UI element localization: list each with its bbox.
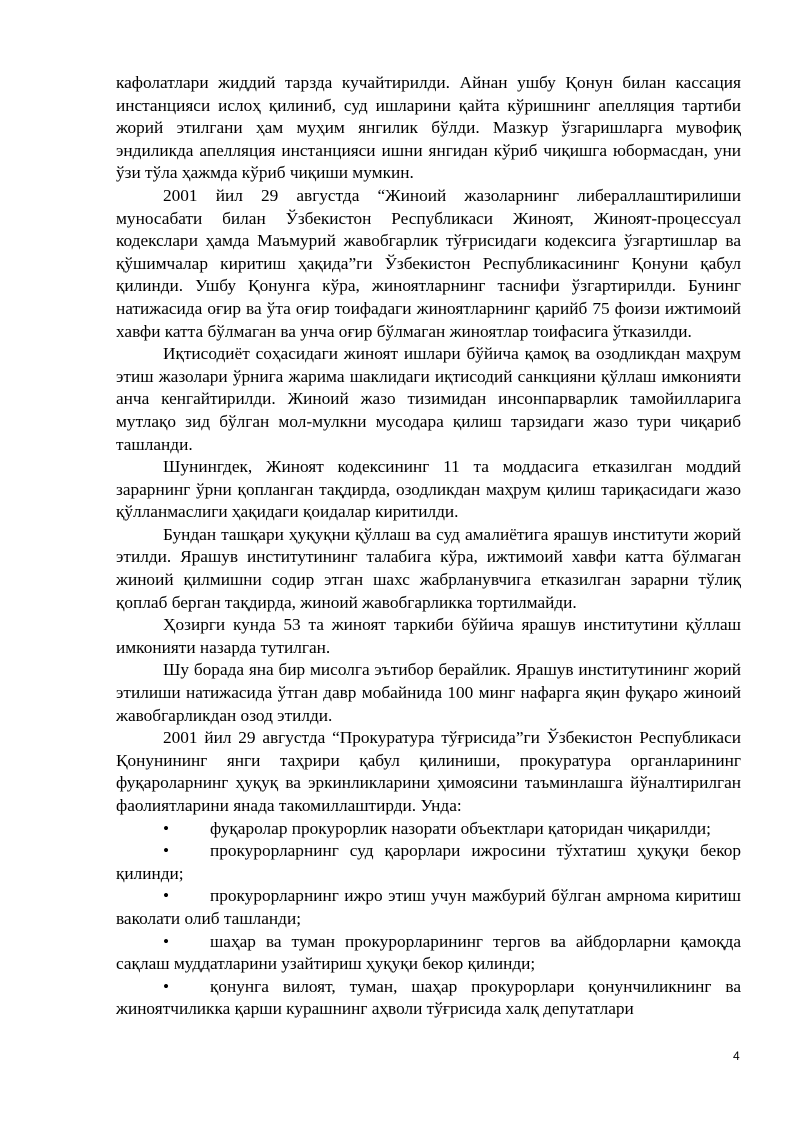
bullet-marker: • <box>163 931 170 951</box>
bullet-text: прокурорларнинг ижро этиш учун мажбурий бўлган амрнома киритиш ваколати олиб ташланди; <box>116 886 741 928</box>
paragraph-7: Шу борада яна бир мисолга эътибор берайлик. Ярашув институтининг жорий этилиши натижасида ўтган давр мобайнида 100 минг нафарга яқин фуқаро жиноий жавобгарликдан озод этилди. <box>116 660 741 725</box>
bullet-item-4 <box>116 931 741 976</box>
paragraph-4: Шунингдек, Жиноят кодексининг 11 та моддасига етказилган моддий зарарнинг ўрни қопланган тақдирда, озодликдан маҳрум қилиш тариқасидаги жазо қўлланмаслиги ҳақидаги қоидалар киритилди. <box>116 457 741 522</box>
paragraph-8: 2001 йил 29 августда “Прокуратура тўғрисида”ги Ўзбекистон Республикаси Қонунининг янги таҳрири қабул қилиниши, прокуратура органларининг фуқароларнинг ҳуқуқ ва эркинликларини ҳимоясини таъминлашга йўналтирилган фаолиятларини янада такомиллаштирди. Унда: <box>116 728 741 815</box>
bullet-item-1 <box>116 818 741 841</box>
paragraph-5: Бундан ташқари ҳуқуқни қўллаш ва суд амалиётига ярашув институти жорий этилди. Ярашув институтининг талабига кўра, ижтимоий хавфи катта бўлмаган жиноий қилмишни содир этган шахс жабрланувчига етказилган зарарни тўлиқ қоплаб берган тақдирда, жиноий жавобгарликка тортилмайди. <box>116 524 741 612</box>
bullet-text: фуқаролар прокурорлик назорати объектлари қаторидан чиқарилди; <box>210 818 711 838</box>
document-page <box>116 72 741 1021</box>
bullet-marker: • <box>163 818 170 838</box>
bullet-item-5 <box>116 976 741 1021</box>
paragraph-6: Ҳозирги кунда 53 та жиноят таркиби бўйича ярашув институтини қўллаш имконияти назарда тутилган. <box>116 615 741 657</box>
paragraph-1: кафолатлари жиддий тарзда кучайтирилди. Айнан ушбу Қонун билан кассация инстанцияси ислоҳ қилиниб, суд ишларини қайта кўришнинг апелляция тартиби жорий этилгани ҳам муҳим янгилик бўлди. Мазкур ўзгаришларга мувофиқ эндиликда апелляция инстанцияси ишни янгидан кўриб чиқишга юбормасдан, уни ўзи тўла ҳажмда кўриб чиқиши мумкин. <box>116 73 741 183</box>
bullet-marker: • <box>163 976 170 996</box>
bullet-text: прокурорларнинг суд қарорлари ижросини тўхтатиш ҳуқуқи бекор қилинди; <box>116 841 741 883</box>
page-number: 4 <box>733 1049 740 1063</box>
bullet-text: қонунга вилоят, туман, шаҳар прокурорлари қонунчиликнинг ва жиноятчиликка қарши курашнинг аҳволи тўғрисида халқ депутатлари <box>116 976 741 1019</box>
paragraph-2: 2001 йил 29 августда “Жиноий жазоларнинг либераллаштирилиши муносабати билан Ўзбекистон Республикаси Жиноят, Жиноят-процессуал кодекслари ҳамда Маъмурий жавобгарлик тўғрисидаги кодексига ўзгартишлар ва қўшимчалар киритиш ҳақида”ги Ўзбекистон Республикасининг Қонуни қабул қилинди. Ушбу Қонунга кўра, жиноятларнинг таснифи ўзгартирилди. Бунинг натижасида оғир ва ўта оғир тоифадаги жиноятларнинг қарийб 75 фоизи ижтимоий хавфи катта бўлмаган ва унча оғир бўлмаган жиноятлар тоифасига ўтказилди. <box>116 185 741 341</box>
bullet-marker: • <box>163 841 170 861</box>
bullet-item-2 <box>116 840 741 885</box>
bullet-item-3 <box>116 885 741 930</box>
bullet-marker: • <box>163 886 170 906</box>
bullet-text: шаҳар ва туман прокурорларининг тергов ва айбдорларни қамоқда сақлаш муддатларини узайтириш ҳуқуқи бекор қилинди; <box>116 931 741 974</box>
paragraph-3: Иқтисодиёт соҳасидаги жиноят ишлари бўйича қамоқ ва озодликдан маҳрум этиш жазолари ўрнига жарима шаклидаги иқтисодий санкцияни қўллаш имконияти анча кенгайтирилди. Жиноий жазо тизимидан инсонпарварлик тамойилларига мутлақо зид бўлган мол-мулкни мусодара қилиш тарзидаги жазо тури чиқариб ташланди. <box>116 344 741 454</box>
